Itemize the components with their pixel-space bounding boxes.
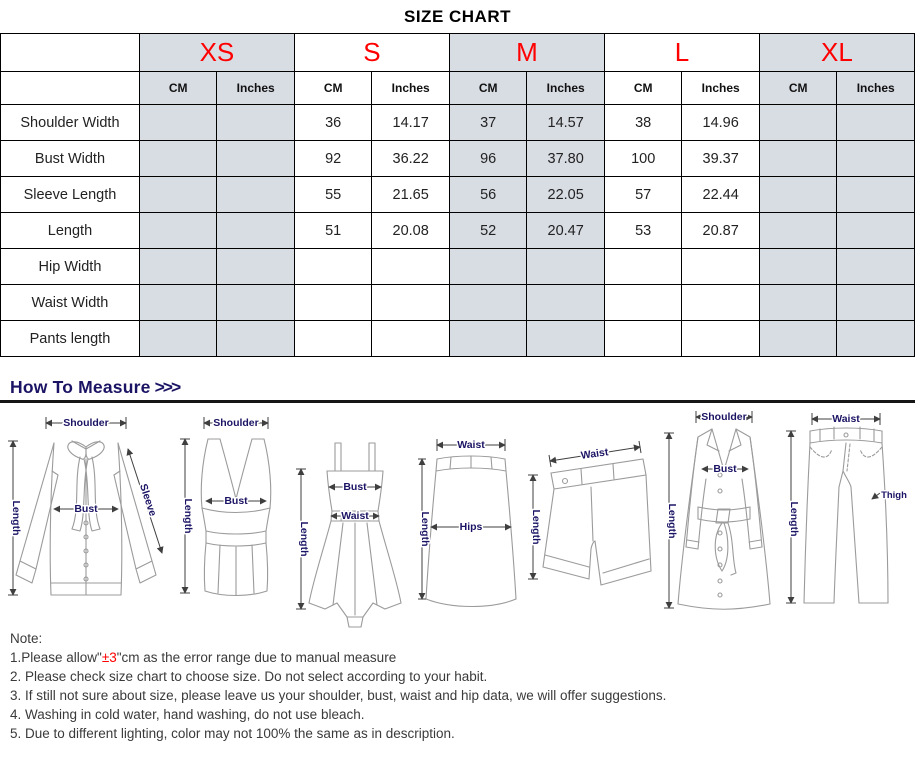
skirt-drawing — [417, 435, 522, 613]
value-cell: 36 — [294, 105, 372, 141]
value-cell: 51 — [294, 213, 372, 249]
value-cell: 20.87 — [682, 213, 760, 249]
error-range-value: ±3 — [101, 650, 117, 665]
how-to-measure-title: How To Measure >>> — [10, 377, 180, 397]
figure-jeans — [784, 411, 909, 611]
row-label: Shoulder Width — [1, 105, 140, 141]
divider-line — [0, 400, 915, 403]
value-cell: 14.57 — [527, 105, 605, 141]
vest-length-label: Length — [182, 498, 195, 534]
row-label: Pants length — [1, 321, 140, 357]
figure-shorts — [525, 439, 660, 597]
how-to-measure-header — [0, 377, 915, 398]
unit-header-cm: CM — [294, 72, 372, 105]
unit-header-inches: Inches — [837, 72, 915, 105]
value-cell: 22.44 — [682, 177, 760, 213]
vest-shoulder-label: Shoulder — [213, 417, 259, 429]
value-cell: 38 — [604, 105, 682, 141]
jeans-waist-label: Waist — [832, 413, 860, 425]
value-cell — [449, 249, 527, 285]
value-cell — [139, 321, 217, 357]
value-cell — [139, 249, 217, 285]
value-cell — [449, 285, 527, 321]
value-cell: 96 — [449, 141, 527, 177]
value-cell — [682, 285, 760, 321]
value-cell — [139, 105, 217, 141]
value-cell — [139, 141, 217, 177]
unit-header-cm: CM — [759, 72, 837, 105]
value-cell — [837, 141, 915, 177]
value-cell: 92 — [294, 141, 372, 177]
value-cell — [837, 105, 915, 141]
value-cell: 14.96 — [682, 105, 760, 141]
value-cell — [759, 105, 837, 141]
value-cell: 57 — [604, 177, 682, 213]
value-cell: 36.22 — [372, 141, 450, 177]
value-cell — [682, 249, 760, 285]
value-cell — [372, 321, 450, 357]
figure-skirt — [417, 435, 522, 613]
blouse-sleeve-label: Sleeve — [137, 482, 159, 518]
notes-heading: Note: — [10, 631, 43, 646]
dress-drawing — [295, 431, 415, 631]
corner-cell-top — [1, 34, 140, 72]
value-cell — [759, 213, 837, 249]
value-cell — [527, 285, 605, 321]
value-cell — [759, 177, 837, 213]
value-cell — [139, 285, 217, 321]
table-row — [1, 285, 915, 321]
value-cell — [837, 321, 915, 357]
table-row — [1, 321, 915, 357]
note-line-3: 3. If still not sure about size, please leave us your shoulder, bust, waist and hip data, we will offer suggestions. — [10, 688, 667, 703]
unit-header-inches: Inches — [372, 72, 450, 105]
table-row — [1, 141, 915, 177]
blouse-length-label: Length — [10, 500, 22, 536]
row-label: Hip Width — [1, 249, 140, 285]
value-cell — [837, 177, 915, 213]
row-label: Waist Width — [1, 285, 140, 321]
value-cell: 56 — [449, 177, 527, 213]
row-label: Length — [1, 213, 140, 249]
value-cell — [759, 141, 837, 177]
figure-blouse — [6, 413, 176, 609]
value-cell — [837, 249, 915, 285]
value-cell — [217, 249, 295, 285]
value-cell: 20.08 — [372, 213, 450, 249]
figure-dress — [295, 431, 415, 631]
unit-header-inches: Inches — [217, 72, 295, 105]
vest-bust-label: Bust — [224, 495, 248, 507]
table-row — [1, 105, 915, 141]
row-label: Sleeve Length — [1, 177, 140, 213]
jeans-thigh-label: Thigh — [881, 490, 907, 501]
value-cell: 14.17 — [372, 105, 450, 141]
value-cell — [759, 321, 837, 357]
skirt-hips-label: Hips — [460, 521, 483, 533]
size-header-s: S — [294, 34, 449, 72]
notes-section — [0, 621, 915, 743]
skirt-length-label: Length — [419, 511, 432, 547]
value-cell: 100 — [604, 141, 682, 177]
chevrons-icon: >>> — [154, 377, 180, 397]
value-cell: 20.47 — [527, 213, 605, 249]
shorts-drawing — [525, 439, 660, 597]
value-cell — [217, 105, 295, 141]
skirt-waist-label: Waist — [457, 439, 486, 451]
value-cell — [682, 321, 760, 357]
value-cell — [217, 321, 295, 357]
size-chart-table — [0, 33, 915, 357]
note-line-4: 4. Washing in cold water, hand washing, do not use bleach. — [10, 707, 365, 722]
value-cell — [527, 321, 605, 357]
value-cell: 53 — [604, 213, 682, 249]
value-cell — [759, 249, 837, 285]
value-cell — [527, 249, 605, 285]
table-row — [1, 249, 915, 285]
value-cell — [372, 285, 450, 321]
value-cell — [604, 249, 682, 285]
unit-header-cm: CM — [604, 72, 682, 105]
value-cell — [837, 213, 915, 249]
value-cell: 22.05 — [527, 177, 605, 213]
blouse-drawing — [6, 413, 176, 609]
size-header-l: L — [604, 34, 759, 72]
note-line-5: 5. Due to different lighting, color may not 100% the same as in description. — [10, 726, 455, 741]
unit-header-cm: CM — [139, 72, 217, 105]
coat-shoulder-label: Shoulder — [701, 411, 747, 423]
value-cell — [139, 213, 217, 249]
value-cell: 37.80 — [527, 141, 605, 177]
unit-header-cm: CM — [449, 72, 527, 105]
size-header-xs: XS — [139, 34, 294, 72]
value-cell: 39.37 — [682, 141, 760, 177]
value-cell: 37 — [449, 105, 527, 141]
value-cell — [139, 177, 217, 213]
value-cell — [294, 249, 372, 285]
value-cell — [294, 285, 372, 321]
value-cell — [217, 285, 295, 321]
value-cell — [759, 285, 837, 321]
value-cell — [604, 321, 682, 357]
jeans-drawing — [784, 411, 909, 611]
corner-cell-units — [1, 72, 140, 105]
size-header-m: M — [449, 34, 604, 72]
value-cell: 52 — [449, 213, 527, 249]
coat-bust-label: Bust — [713, 463, 737, 475]
shorts-waist-label: Waist — [579, 446, 609, 462]
dress-bust-label: Bust — [343, 481, 367, 493]
value-cell — [449, 321, 527, 357]
figure-vest — [178, 413, 293, 609]
value-cell — [217, 141, 295, 177]
value-cell — [294, 321, 372, 357]
value-cell — [837, 285, 915, 321]
size-header-xl: XL — [759, 34, 914, 72]
unit-header-inches: Inches — [527, 72, 605, 105]
value-cell — [372, 249, 450, 285]
value-cell — [217, 213, 295, 249]
value-cell: 55 — [294, 177, 372, 213]
blouse-shoulder-label: Shoulder — [63, 417, 109, 429]
page-title: SIZE CHART — [404, 7, 511, 26]
vest-drawing — [178, 413, 293, 609]
jeans-length-label: Length — [787, 501, 800, 537]
table-row — [1, 177, 915, 213]
note-line-1: 1.Please allow"±3"cm as the error range due to manual measure — [10, 650, 397, 665]
coat-drawing — [662, 409, 782, 614]
dress-length-label: Length — [298, 521, 311, 557]
measure-figures-row — [0, 409, 915, 621]
row-label: Bust Width — [1, 141, 140, 177]
value-cell — [604, 285, 682, 321]
note-line-2: 2. Please check size chart to choose size. Do not select according to your habit. — [10, 669, 488, 684]
dress-waist-label: Waist — [341, 510, 370, 522]
value-cell: 21.65 — [372, 177, 450, 213]
unit-header-inches: Inches — [682, 72, 760, 105]
shorts-length-label: Length — [529, 509, 542, 545]
coat-length-label: Length — [665, 503, 678, 539]
table-row — [1, 213, 915, 249]
blouse-bust-label: Bust — [74, 503, 98, 515]
value-cell — [217, 177, 295, 213]
figure-coat — [662, 409, 782, 614]
